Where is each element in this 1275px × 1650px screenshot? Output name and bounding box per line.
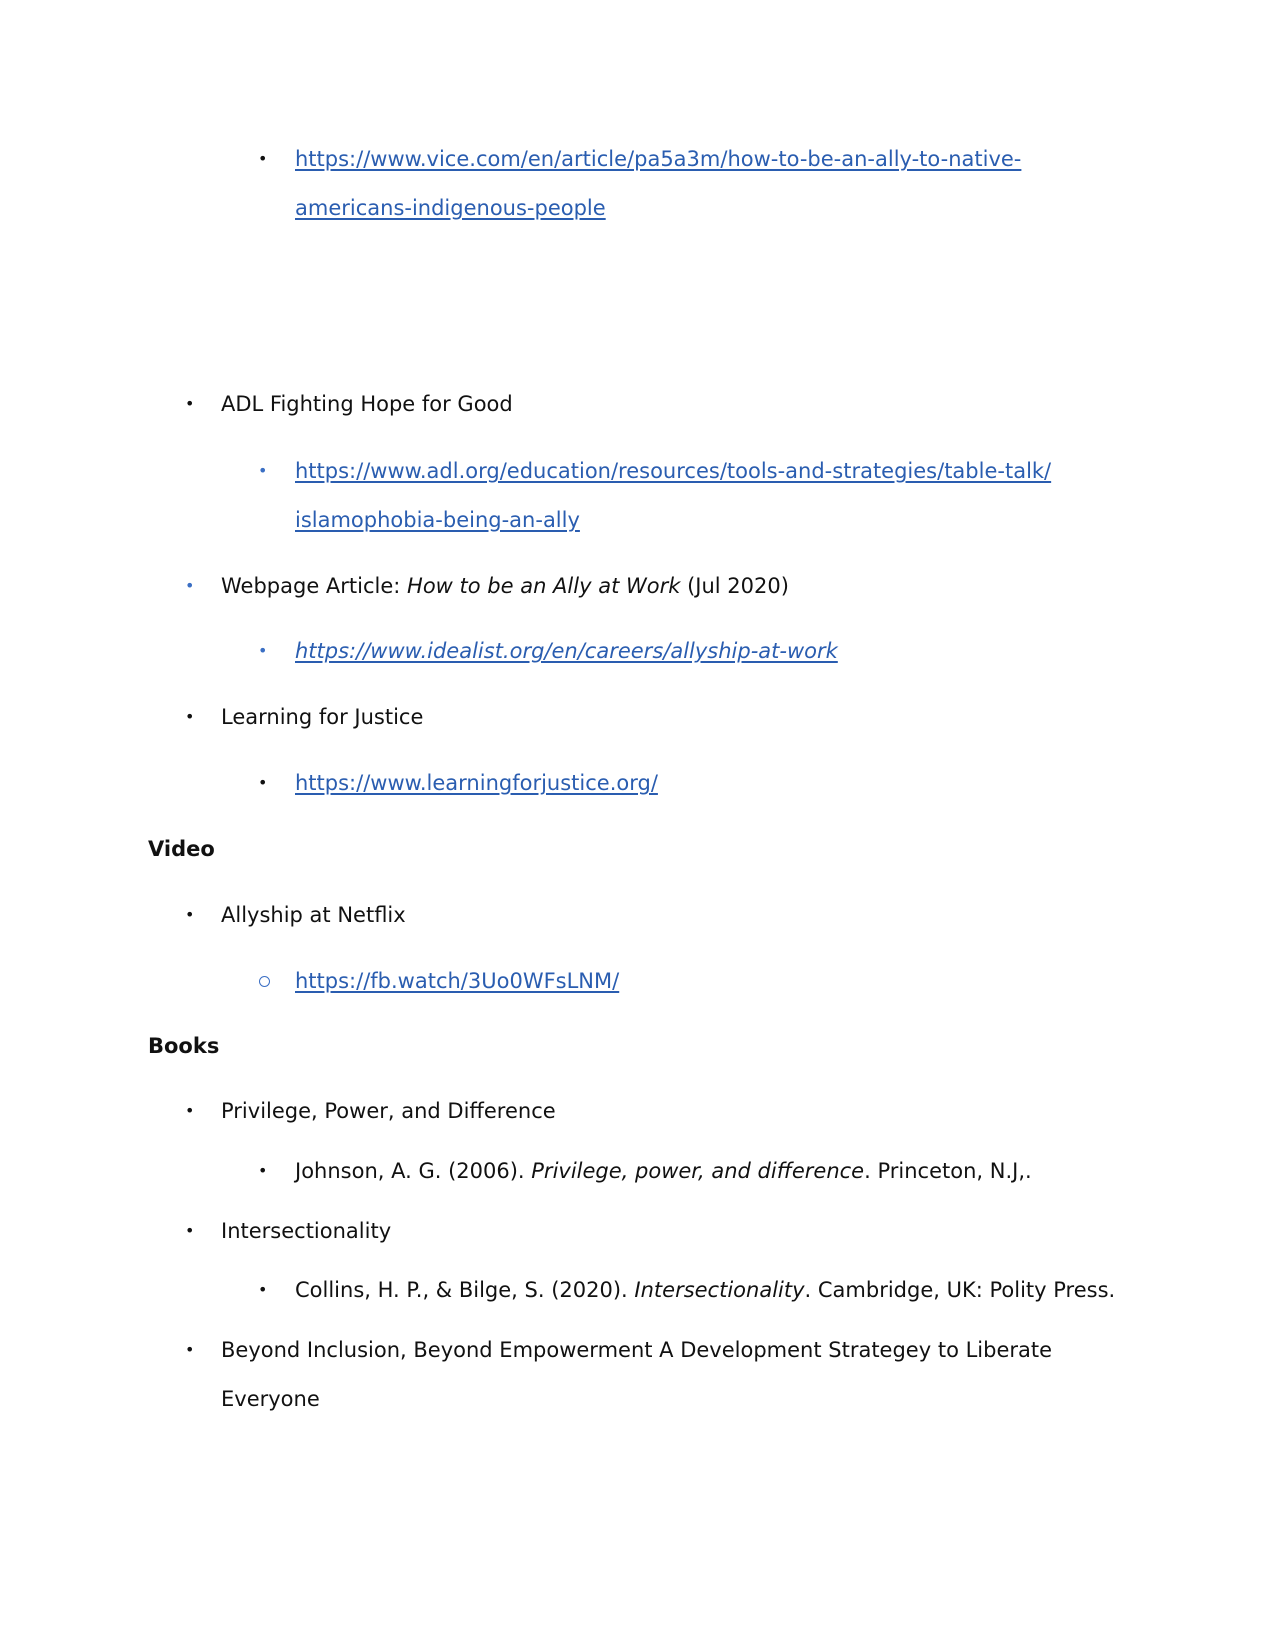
video-heading: Video: [148, 837, 215, 861]
intersectionality-book-title: Intersectionality: [221, 1219, 392, 1243]
bullet-icon: •: [185, 394, 195, 413]
vice-link-continued[interactable]: americans-indigenous-people: [295, 196, 606, 220]
hollow-bullet-icon: [259, 976, 270, 987]
netflix-title: Allyship at Netflix: [221, 903, 406, 927]
adl-title: ADL Fighting Hope for Good: [221, 392, 513, 416]
bullet-icon: •: [185, 1340, 195, 1359]
intersectionality-citation: [295, 1275, 1115, 1305]
learning-for-justice-title: Learning for Justice: [221, 705, 424, 729]
learning-for-justice-link[interactable]: https://www.learningforjustice.org/: [295, 771, 658, 795]
privilege-citation-title: Privilege, power, and difference: [531, 1159, 865, 1183]
bullet-icon: •: [185, 707, 195, 726]
adl-link-continued[interactable]: islamophobia-being-an-ally: [295, 508, 580, 532]
idealist-link[interactable]: https://www.idealist.org/en/careers/allyship-at-work: [295, 639, 838, 663]
bullet-icon: •: [185, 576, 195, 595]
bullet-icon: •: [258, 1280, 268, 1299]
books-heading: Books: [148, 1034, 220, 1058]
bullet-icon: •: [258, 461, 268, 480]
privilege-citation: [295, 1156, 1032, 1186]
beyond-inclusion-title: Beyond Inclusion, Beyond Empowerment A Development Strategey to Liberate: [221, 1338, 1053, 1362]
privilege-book-title: Privilege, Power, and Difference: [221, 1099, 556, 1123]
webpage-article-date: (Jul 2020): [680, 574, 789, 598]
bullet-icon: •: [258, 149, 268, 168]
webpage-article-prefix: Webpage Article:: [221, 574, 408, 598]
intersectionality-citation-title: Intersectionality: [634, 1278, 805, 1302]
webpage-article-title: How to be an Ally at Work: [407, 574, 681, 598]
intersectionality-citation-authors: Collins, H. P., & Bilge, S. (2020).: [295, 1278, 635, 1302]
bullet-icon: •: [185, 905, 195, 924]
beyond-inclusion-title-continued: Everyone: [221, 1387, 320, 1411]
bullet-icon: •: [258, 641, 268, 660]
netflix-link[interactable]: https://fb.watch/3Uo0WFsLNM/: [295, 969, 620, 993]
privilege-citation-publisher: . Princeton, N.J,.: [864, 1159, 1032, 1183]
bullet-icon: •: [258, 773, 268, 792]
privilege-citation-authors: Johnson, A. G. (2006).: [295, 1159, 532, 1183]
webpage-article-entry: [221, 571, 789, 601]
intersectionality-citation-publisher: . Cambridge, UK: Polity Press.: [804, 1278, 1116, 1302]
bullet-icon: •: [185, 1221, 195, 1240]
bullet-icon: •: [185, 1101, 195, 1120]
vice-link[interactable]: https://www.vice.com/en/article/pa5a3m/how-to-be-an-ally-to-native-: [295, 147, 1022, 171]
adl-link[interactable]: https://www.adl.org/education/resources/tools-and-strategies/table-talk/: [295, 459, 1052, 483]
bullet-icon: •: [258, 1161, 268, 1180]
